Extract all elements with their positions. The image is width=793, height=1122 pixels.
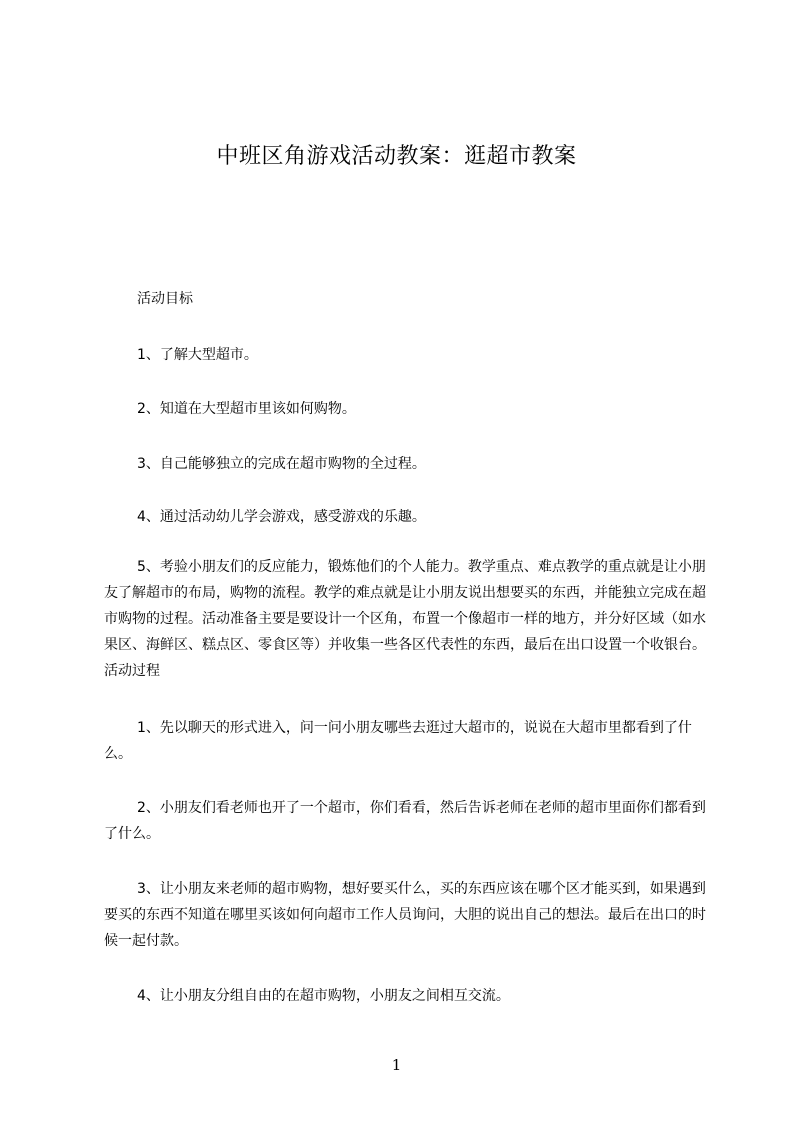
goal-item-4: 4、通过活动幼儿学会游戏，感受游戏的乐趣。 (137, 509, 426, 525)
process-step-1: 1、先以聊天的形式进入，问一问小朋友哪些去逛过大超市的，说说在大超市里都看到了什么。 (104, 720, 692, 762)
document-title: 中班区角游戏活动教案：逛超市教案 (216, 144, 577, 169)
section-heading-goals: 活动目标 (137, 291, 193, 307)
process-step-4: 4、让小朋友分组自由的在超市购物，小朋友之间相互交流。 (137, 988, 510, 1004)
goal-item-1: 1、了解大型超市。 (137, 347, 258, 363)
goal-item-2: 2、知道在大型超市里该如何购物。 (137, 401, 356, 417)
page-number: 1 (391, 1056, 402, 1074)
process-step-2: 2、小朋友们看老师也开了一个超市，你们看看，然后告诉老师在老师的超市里面你们都看到了什么。 (104, 800, 706, 842)
goal-item-5-paragraph: 5、考验小朋友们的反应能力，锻炼他们的个人能力。教学重点、难点教学的重点就是让小朋友了解超市的布局，购物的流程。教学的难点就是让小朋友说出想要买的东西，并能独立完成在超市购物的过程。活动准备主要是要设计一个区角，布置一个像超市一样的地方，并分好区域（如水果区、海鲜区、糕点区、零食区等）并收集一些各区代表性的东西，最后在出口设置一个收银台。活动过程 (104, 559, 706, 679)
process-step-3: 3、让小朋友来老师的超市购物，想好要买什么，买的东西应该在哪个区才能买到，如果遇到要买的东西不知道在哪里买该如何向超市工作人员询问，大胆的说出自己的想法。最后在出口的时候一起付款。 (104, 881, 706, 949)
goal-item-3: 3、自己能够独立的完成在超市购物的全过程。 (137, 456, 426, 472)
